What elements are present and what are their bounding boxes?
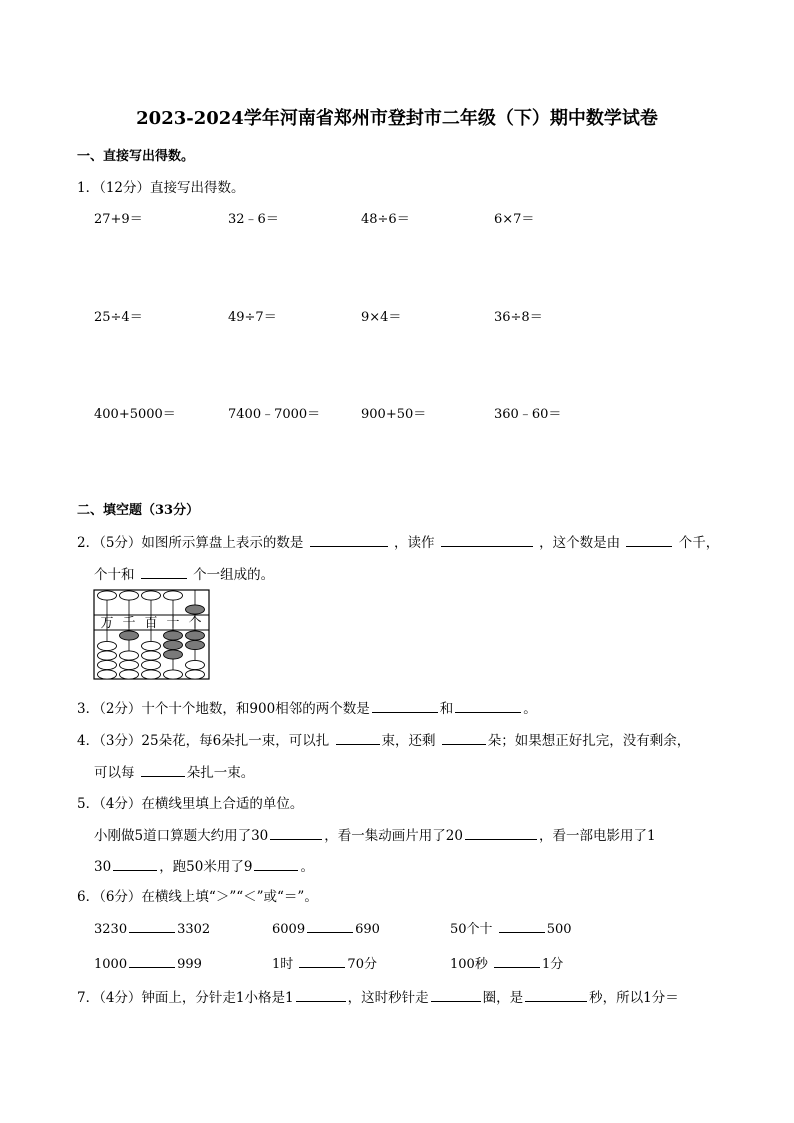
compare-right: 3302: [177, 922, 211, 937]
question-5-title: 5．（4分）在横线里填上合适的单位。: [77, 796, 304, 812]
abacus-bead-lower: [98, 670, 117, 679]
abacus-bead-lower: [164, 670, 183, 679]
compare-left: 3230: [94, 922, 128, 937]
abacus-label-wan: 万: [100, 616, 114, 631]
answer-blank[interactable]: [254, 856, 298, 871]
compare-left: 1时: [272, 957, 294, 972]
answer-blank[interactable]: [129, 918, 175, 933]
q5-text-d: 30: [94, 859, 112, 875]
page-title: 2023-2024学年河南省郑州市登封市二年级（下）期中数学试卷: [136, 108, 658, 129]
q7-text-c: 圈，是: [482, 990, 524, 1006]
q7-text-a: 7．（4分）钟面上，分针走1小格是1: [77, 990, 294, 1006]
calc-item: 7400﹣7000＝: [228, 407, 321, 422]
q2-text-d: 个千，: [678, 535, 720, 551]
q2-text-c: ，这个数是由: [539, 535, 621, 551]
calc-item: 25÷4＝: [94, 310, 143, 325]
compare-left: 6009: [272, 922, 306, 937]
answer-blank[interactable]: [310, 532, 388, 547]
q4-text-c: 朵；如果想正好扎完，没有剩余，: [487, 733, 691, 749]
answer-blank[interactable]: [441, 532, 533, 547]
question-2-line-1: [77, 531, 719, 551]
abacus-label-ge: 个: [188, 616, 202, 631]
question-2-line-2: [94, 563, 274, 583]
question-3: [77, 697, 537, 717]
abacus-label-qian: 千: [122, 616, 136, 631]
abacus-bead-upper: [120, 591, 139, 600]
q5-text-e: ，跑50米用了9: [159, 859, 253, 875]
answer-blank[interactable]: [455, 698, 521, 713]
answer-blank[interactable]: [499, 918, 545, 933]
q3-text-b: 和: [439, 701, 454, 717]
q5-text-a: 小刚做5道口算题大约用了30: [94, 828, 269, 844]
q2-text-a: 2．（5分）如图所示算盘上表示的数是: [77, 535, 304, 551]
compare-item: [450, 918, 572, 937]
compare-right: 999: [177, 957, 202, 972]
abacus-bead-lower: [164, 650, 183, 659]
answer-blank[interactable]: [296, 987, 346, 1002]
question-4-line-2: [94, 761, 254, 781]
compare-right: 500: [546, 922, 572, 937]
q2-text-f: 个一组成的。: [193, 567, 275, 583]
answer-blank[interactable]: [299, 953, 345, 968]
abacus-bead-lower: [120, 670, 139, 679]
abacus-bead-upper: [142, 591, 161, 600]
question-4-line-1: [77, 729, 690, 749]
abacus-bead-upper: [186, 605, 205, 614]
abacus-bead-lower: [186, 660, 205, 669]
abacus-bead-lower: [98, 641, 117, 650]
abacus-bead-lower: [142, 641, 161, 650]
q5-text-c: ，看一部电影用了1: [538, 828, 656, 844]
abacus-bead-lower: [98, 651, 117, 660]
answer-blank[interactable]: [442, 730, 486, 745]
compare-left: 1000: [94, 957, 128, 972]
q7-text-b: ，这时秒针走: [347, 990, 429, 1006]
abacus-bead-lower: [186, 631, 205, 640]
compare-left: 100秒: [450, 957, 488, 972]
question-6-title: 6．（6分）在横线上填“＞”“＜”或“＝”。: [77, 889, 318, 905]
calc-item: 9×4＝: [361, 310, 402, 325]
abacus-label-bai: 百: [144, 616, 158, 631]
answer-blank[interactable]: [141, 762, 185, 777]
calc-item: 49÷7＝: [228, 310, 277, 325]
answer-blank[interactable]: [525, 987, 587, 1002]
compare-right: 70分: [347, 957, 377, 972]
abacus-bead-lower: [120, 631, 139, 640]
q3-text-a: 3．（2分）十个十个地数，和900相邻的两个数是: [77, 701, 370, 717]
calc-item: 900+50＝: [361, 407, 427, 422]
compare-right: 690: [355, 922, 380, 937]
answer-blank[interactable]: [626, 532, 672, 547]
answer-blank[interactable]: [129, 953, 175, 968]
answer-blank[interactable]: [307, 918, 353, 933]
abacus-bead-lower: [186, 640, 205, 649]
abacus-bead-lower: [164, 640, 183, 649]
question-5-line-2: [94, 855, 314, 875]
abacus-bead-upper: [164, 591, 183, 600]
abacus-bead-lower: [98, 660, 117, 669]
abacus-bead-lower: [120, 651, 139, 660]
answer-blank[interactable]: [465, 825, 537, 840]
q4-text-d: 可以每: [94, 765, 135, 781]
answer-blank[interactable]: [431, 987, 481, 1002]
question-1: 1．（12分）直接写出得数。: [77, 180, 245, 196]
calc-item: 32﹣6＝: [228, 212, 279, 227]
abacus-bead-lower: [164, 631, 183, 640]
calc-item: 48÷6＝: [361, 212, 410, 227]
q4-text-b: 束，还剩: [381, 733, 436, 749]
q4-text-e: 朵扎一束。: [186, 765, 255, 781]
abacus-bead-lower: [142, 670, 161, 679]
compare-item: [94, 918, 210, 937]
calc-item: 27+9＝: [94, 212, 143, 227]
q2-text-b: ，读作: [394, 535, 435, 551]
answer-blank[interactable]: [113, 856, 157, 871]
question-5-line-1: [94, 824, 656, 844]
q5-text-f: 。: [300, 859, 314, 875]
q5-text-b: ，看一集动画片用了20: [324, 828, 463, 844]
q3-text-c: 。: [523, 701, 537, 717]
calc-item: 6×7＝: [494, 212, 535, 227]
answer-blank[interactable]: [336, 730, 380, 745]
section-2-heading: 二、填空题（33分）: [77, 503, 200, 518]
abacus-bead-lower: [142, 651, 161, 660]
calc-item: 400+5000＝: [94, 407, 176, 422]
answer-blank[interactable]: [372, 698, 438, 713]
calc-item: 36÷8＝: [494, 310, 543, 325]
compare-right: 1分: [541, 957, 564, 972]
answer-blank[interactable]: [141, 564, 187, 579]
compare-left: 50个十: [450, 922, 493, 937]
section-1-heading: 一、直接写出得数。: [77, 149, 195, 164]
compare-item: [272, 918, 380, 937]
abacus-bead-lower: [120, 660, 139, 669]
compare-item: [272, 953, 377, 972]
question-7: [77, 986, 679, 1006]
calc-item: 360﹣60＝: [494, 407, 562, 422]
q4-text-a: 4．（3分）25朵花，每6朵扎一束，可以扎: [77, 733, 330, 749]
compare-item: [94, 953, 202, 972]
abacus-figure: [93, 589, 211, 681]
q7-text-d: 秒，所以1分＝: [589, 990, 679, 1006]
compare-item: [450, 953, 563, 972]
q2-text-e: 个十和: [94, 567, 135, 583]
answer-blank[interactable]: [494, 953, 540, 968]
abacus-bead-lower: [186, 670, 205, 679]
abacus-bead-upper: [98, 591, 117, 600]
abacus-label-shi: 十: [166, 616, 180, 631]
answer-blank[interactable]: [270, 825, 322, 840]
abacus-bead-lower: [142, 660, 161, 669]
